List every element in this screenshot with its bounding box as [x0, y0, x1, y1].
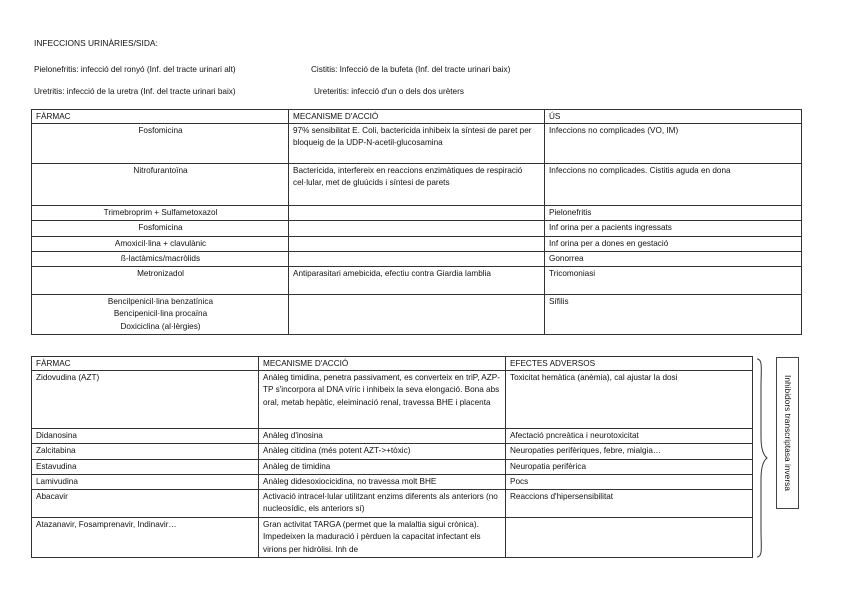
table-row [32, 474, 753, 489]
cell-mecanisme: Gran activitat TARGA (permet que la malaltia sigui crònica). Impedeixen la maduració i pèrduen la capacitat infectant els virions per hidròlisi. Inh de [259, 518, 506, 558]
def-pielonefritis: Pielonefritis: infecció del ronyó (Inf. del tracte urinari alt) [34, 65, 236, 74]
cell-mecanisme: Anàleg d'inosina [259, 429, 506, 444]
table-row [32, 221, 802, 236]
header-us: ÚS [545, 110, 802, 124]
cell-mecanisme: Anàleg timidina, penetra passivament, es converteix en triP, AZP-TP s'incorpora al DNA víric i inhibeix la seva elongació. Bona abs oral, metab hepàtic, eleiminació renal, travessa BHE i placenta [259, 371, 506, 429]
cell-farmac: Zalcitabina [32, 444, 259, 459]
header-mecanisme: MECANISME D'ACCIÓ [259, 357, 506, 371]
cell-efectes: Afectació pncreàtica i neurotoxicitat [506, 429, 753, 444]
cell-farmac: Trimebroprim + Sulfametoxazol [32, 206, 289, 221]
table-row [32, 251, 802, 266]
cell-mecanisme: Activació intracel·lular utilitzant enzims diferents als anteriors (no nucleosídic, els anteriors sí) [259, 490, 506, 518]
header-farmac: FÀRMAC [32, 357, 259, 371]
cell-us: Pielonefritis [545, 206, 802, 221]
cell-mecanisme [289, 251, 545, 266]
document-title: INFECCIONS URINÀRIES/SIDA: [34, 38, 158, 48]
cell-mecanisme: Anàleg citidina (més potent AZT->+tòxic) [259, 444, 506, 459]
cell-farmac: Lamivudina [32, 474, 259, 489]
header-farmac: FÀRMAC [32, 110, 289, 124]
table-row [32, 124, 802, 164]
cell-mecanisme [289, 295, 545, 335]
table-row [32, 518, 753, 558]
cell-us: Inf orina per a pacients ingressats [545, 221, 802, 236]
table-row [32, 429, 753, 444]
table-row [32, 164, 802, 206]
cell-efectes: Toxicitat hemàtica (anèmia), cal ajustar la dosi [506, 371, 753, 429]
def-cistitis: Cistitis: Infecció de la bufeta (Inf. del tracte urinari baix) [311, 65, 511, 74]
cell-farmac: Estavudina [32, 459, 259, 474]
cell-us: Inf orina per a dones en gestació [545, 236, 802, 251]
cell-efectes: Neuropaties perifèriques, febre, mialgia… [506, 444, 753, 459]
cell-farmac: Nitrofurantoïna [32, 164, 289, 206]
curly-brace-icon [755, 357, 769, 559]
cell-mecanisme: Anàleg didesoxiocicidina, no travessa molt BHE [259, 474, 506, 489]
cell-us: Sífilis [545, 295, 802, 335]
table-row [32, 236, 802, 251]
cell-farmac [32, 295, 289, 335]
cell-mecanisme: Antiparasitari amebicida, efectiu contra Giardia lamblia [289, 267, 545, 295]
cell-mecanisme [289, 221, 545, 236]
table-row [32, 206, 802, 221]
def-uretritis: Uretritis: infecció de la uretra (Inf. del tracte urinari baix) [34, 87, 236, 96]
cell-farmac: Fosfomicina [32, 124, 289, 164]
side-label-box [776, 357, 799, 509]
urinary-drugs-table [31, 109, 802, 335]
drug-line: Doxiciclina (al·lèrgies) [120, 321, 201, 331]
drug-line: Bencipenicil·lina procaïna [113, 309, 208, 319]
cell-efectes: Neuropatia perifèrica [506, 459, 753, 474]
side-label: Inhibidors transcriptasa inversa [782, 375, 793, 491]
cell-mecanisme: Anàleg de timidina [259, 459, 506, 474]
table-row [32, 295, 802, 335]
cell-farmac: ß-lactàmics/macròlids [32, 251, 289, 266]
cell-farmac: Abacavir [32, 490, 259, 518]
table-header-row [32, 357, 753, 371]
cell-farmac: Metronizadol [32, 267, 289, 295]
table-row [32, 371, 753, 429]
cell-farmac: Amoxicil·lina + clavulànic [32, 236, 289, 251]
drug-line: Bencilpenicil·lina benzatínica [107, 297, 214, 307]
cell-us: Tricomoniasi [545, 267, 802, 295]
table-row [32, 459, 753, 474]
cell-farmac: Didanosina [32, 429, 259, 444]
table-row [32, 490, 753, 518]
cell-us: Infeccions no complicades (VO, IM) [545, 124, 802, 164]
cell-mecanisme: 97% sensibilitat E. Coli, bactericida inhibeix la síntesi de paret per bloqueig de la UDP-N-acetil-glucosamina [289, 124, 545, 164]
cell-farmac: Fosfomicina [32, 221, 289, 236]
cell-us: Gonorrea [545, 251, 802, 266]
table-row [32, 444, 753, 459]
cell-us: Infeccions no complicades. Cistitis aguda en dona [545, 164, 802, 206]
cell-efectes: Pocs [506, 474, 753, 489]
cell-farmac: Zidovudina (AZT) [32, 371, 259, 429]
cell-mecanisme [289, 236, 545, 251]
table-row [32, 267, 802, 295]
cell-farmac: Atazanavir, Fosamprenavir, Indinavir… [32, 518, 259, 558]
table-header-row [32, 110, 802, 124]
def-ureteritis: Ureteritis: infecció d'un o dels dos urèters [314, 87, 464, 96]
header-mecanisme: MECANISME D'ACCIÓ [289, 110, 545, 124]
cell-mecanisme: Bactericida, interfereix en reaccions enzimàtiques de respiració cel·lular, met de gluúcids i síntesi de parets [289, 164, 545, 206]
header-efectes: EFECTES ADVERSOS [506, 357, 753, 371]
cell-efectes [506, 518, 753, 558]
antiretroviral-drugs-table [31, 356, 753, 558]
cell-mecanisme [289, 206, 545, 221]
cell-efectes: Reaccions d'hipersensibilitat [506, 490, 753, 518]
